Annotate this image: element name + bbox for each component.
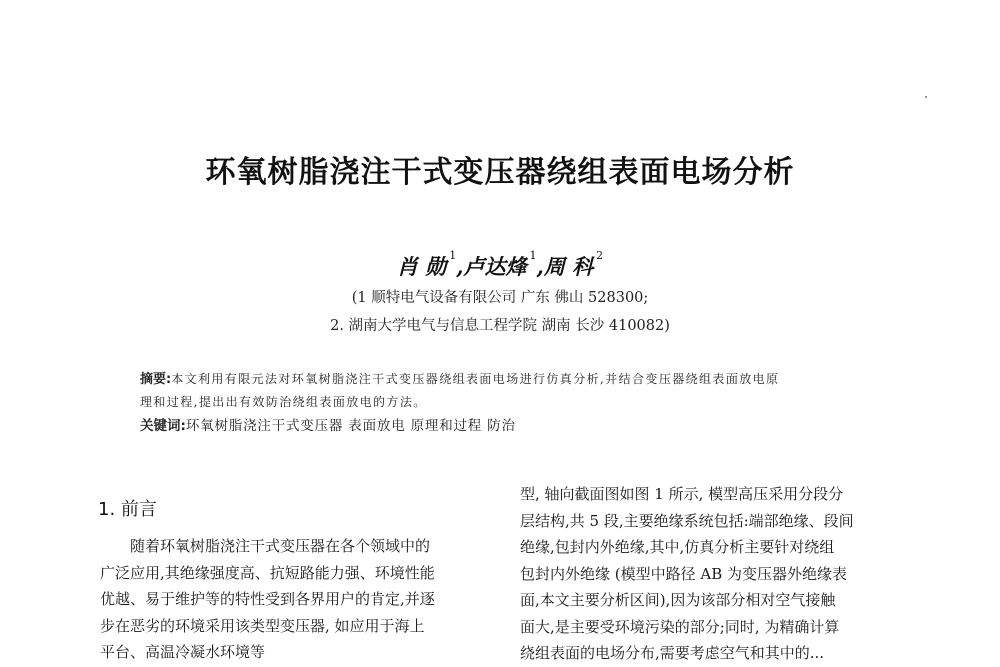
author-1-affil-mark: 1	[449, 249, 457, 262]
body-line: 平台、高温冷凝水环境等	[100, 643, 266, 661]
keywords-text: 环氧树脂浇注干式变压器 表面放电 原理和过程 防治	[185, 418, 516, 434]
left-column-body	[100, 533, 485, 666]
section-heading: 1. 前言	[98, 499, 157, 520]
author-3: 周 科	[543, 254, 594, 279]
body-line: 面,本文主要分析区间),因为该部分相对空气接触	[520, 591, 836, 609]
author-line	[0, 251, 1000, 281]
abstract-line: 理和过程,提出出有效防治绕组表面放电的方法。	[140, 395, 427, 409]
abstract-label: 摘要:	[140, 372, 172, 387]
keywords-label: 关键词:	[140, 418, 186, 434]
body-line: 绕组表面的电场分布,需要考虑空气和其中的...	[520, 644, 825, 662]
author-separator: ,	[456, 254, 464, 279]
abstract-line: 本文利用有限元法对环氧树脂浇注干式变压器绕组表面电场进行仿真分析,并结合变压器绕组表面放电原	[171, 372, 780, 386]
body-line: 层结构,共 5 段,主要绝缘系统包括:端部绝缘、段间	[520, 511, 854, 530]
author-2: 卢达烽	[463, 254, 527, 279]
abstract	[140, 368, 875, 413]
body-line: 随着环氧树脂浇注干式变压器在各个领域中的	[100, 537, 431, 555]
body-line: 绝缘,包封内外绝缘,其中,仿真分析主要针对绕组	[520, 538, 835, 556]
body-line: 步在恶劣的环境采用该类型变压器, 如应用于海上	[100, 616, 425, 635]
paper-title: 环氧树脂浇注干式变压器绕组表面电场分析	[205, 155, 795, 190]
body-line: 型, 轴向截面图如图 1 所示, 模型高压采用分段分	[520, 485, 844, 503]
body-line: 广泛应用,其绝缘强度高、抗短路能力强、环境性能	[100, 563, 435, 582]
keywords	[140, 414, 875, 434]
author-separator: ,	[536, 254, 544, 279]
body-line: 优越、易于维护等的特性受到各界用户的肯定,并逐	[100, 590, 435, 608]
author-1: 肖 勋	[396, 254, 447, 279]
author-3-affil-mark: 2	[596, 249, 604, 262]
body-line: 包封内外绝缘 (模型中路径 AB 为变压器外绝缘表	[520, 564, 848, 583]
affiliation-1: (1 顺特电气设备有限公司 广东 佛山 528300;	[351, 290, 649, 306]
body-line: 面大,是主要受环境污染的部分;同时, 为精确计算	[520, 617, 840, 636]
author-2-affil-mark: 1	[529, 249, 537, 262]
right-column-body	[520, 481, 905, 667]
scan-speck	[925, 96, 927, 98]
affiliation-2: 2. 湖南大学电气与信息工程学院 湖南 长沙 410082)	[330, 318, 670, 334]
